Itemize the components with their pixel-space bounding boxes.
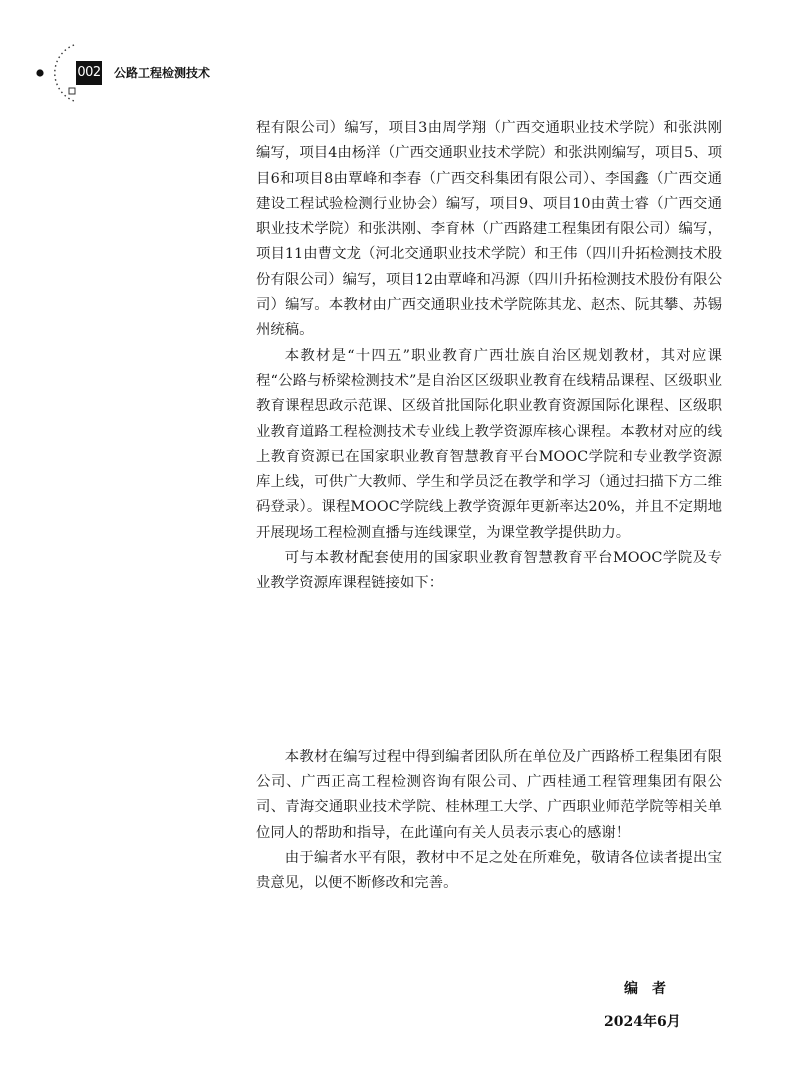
header-decoration [0, 0, 120, 110]
qr-code-space [256, 597, 722, 745]
main-text [256, 116, 722, 896]
signature-date: 2024年6月 [604, 1014, 681, 1030]
paragraph-mooc-link-intro: 可与本教材配套使用的国家职业教育智慧教育平台MOOC学院及专业教学资源库课程链接如下： [256, 550, 722, 592]
paragraph-closing: 由于编者水平有限，教材中不足之处在所难免，敬请各位读者提出宝贵意见，以便不断修改和完善。 [256, 849, 722, 892]
page-number: 002 [76, 61, 102, 85]
paragraph-continuation: 程有限公司）编写，项目3由周学翔（广西交通职业技术学院）和张洪刚编写，项目4由杨洋（广西交通职业技术学院）和张洪刚编写，项目5、项目6和项目8由覃峰和李春（广西交科集团有限公司）、李国鑫（广西交通建设工程试验检测行业协会）编写，项目9、项目10由黄士睿（广西交通职业技术学院）和张洪刚、李育林（广西路建工程集团有限公司）编写，项目11由曹文龙（河北交通职业技术学院）和王伟（四川升拓检测技术股份有限公司）编写，项目12由覃峰和冯源（四川升拓检测技术股份有限公司）编写。本教材由广西交通职业技术学院陈其龙、赵杰、阮其攀、苏锡州统稿。 [256, 120, 722, 339]
paragraph-acknowledgements: 本教材在编写过程中得到编者团队所在单位及广西路桥工程集团有限公司、广西正高工程检测咨询有限公司、广西桂通工程管理集团有限公司、青海交通职业技术学院、桂林理工大学、广西职业师范学院等相关单位同人的帮助和指导，在此谨向有关人员表示衷心的感谢！ [256, 748, 722, 841]
running-title: 公路工程检测技术 [114, 66, 211, 80]
page-header [0, 0, 790, 110]
signature-author: 编者 [624, 981, 680, 997]
paragraph-course-info: 本教材是“十四五”职业教育广西壮族自治区规划教材，其对应课程“公路与桥梁检测技术”是自治区区级职业教育在线精品课程、区级职业教育课程思政示范课、区级首批国际化职业教育资源国际化课程、区级职业教育道路工程检测技术专业线上教学资源库核心课程。本教材对应的线上教育资源已在国家职业教育智慧教育平台MOOC学院和专业教学资源库上线，可供广大教师、学生和学员泛在教学和学习（通过扫描下方二维码登录）。课程MOOC学院线上教学资源年更新率达20%，并且不定期地开展现场工程检测直播与连线课堂，为课堂教学提供助力。 [256, 347, 722, 541]
